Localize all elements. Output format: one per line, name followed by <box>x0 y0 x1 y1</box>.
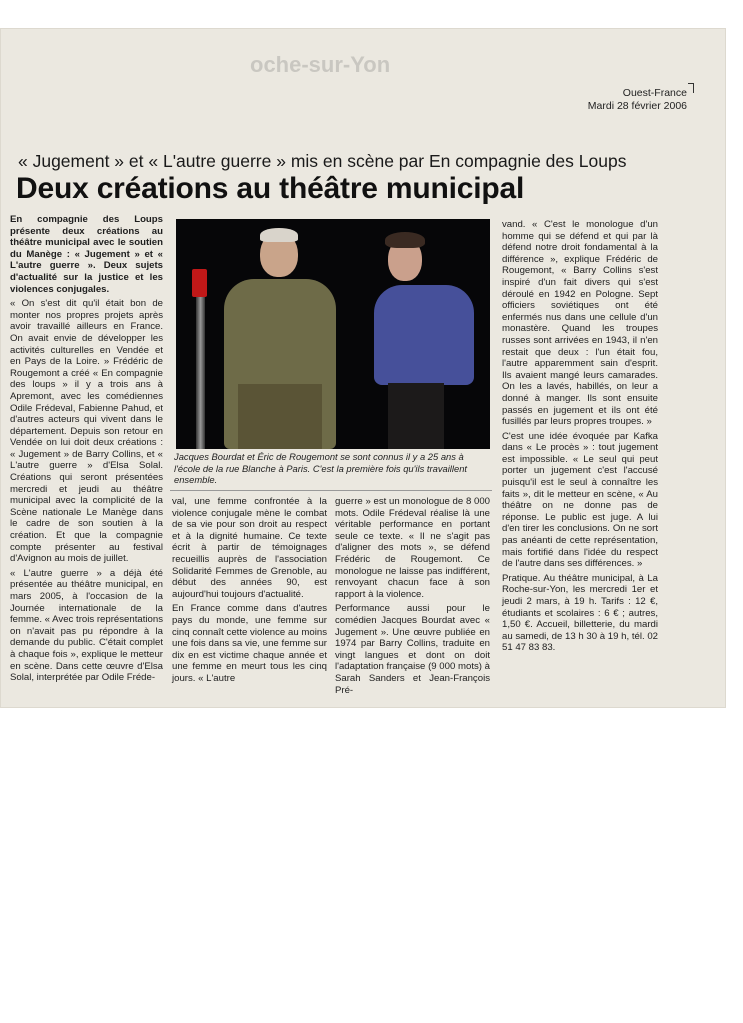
lead-text: En compagnie des Loups présente deux créations au théâtre municipal avec le soutien du Manège : « Jugement » et « L'autre guerre ». Deux sujets d'actualité sur la justice et les violences conjugales. <box>10 214 163 295</box>
paragraph: « L'autre guerre » a déjà été présentée au théâtre municipal, en mars 2005, à l'occasion de la Journée internationale de la femme. « Avec trois représentations on n'avait pas pu répondre à la demande du public. C'était complet à chaque fois », explique le metteur en scène. Dans cette œuvre d'Elsa Solal, interprétée par Odile Fréde- <box>10 567 163 684</box>
actor-right-hair <box>385 232 425 248</box>
newspaper-date: Mardi 28 février 2006 <box>587 100 687 112</box>
corner-mark <box>688 83 694 93</box>
stage-pole <box>196 279 205 449</box>
actor-left-hair <box>260 228 298 242</box>
paragraph: val, une femme confrontée à la violence conjugale mène le combat de sa vie pour son droit au respect et à la dignité humaine. Ce texte écrit à partir de témoignages recueillis auprès de l'association Solidarité Femmes de Grenoble, au début des années 90, est aujourd'hui toujours d'actualité. <box>172 496 327 600</box>
bleed-through-text <box>250 52 500 118</box>
photo-caption: Jacques Bourdat et Éric de Rougemont se sont connus il y a 25 ans à l'école de la rue Blanche à Paris. C'est la première fois qu'ils travaillent ensemble. <box>174 451 468 485</box>
actor-right-sweater <box>374 285 474 385</box>
article-column-2 <box>172 496 327 686</box>
paragraph: guerre » est un monologue de 8 000 mots. Odile Frédeval réalise là une véritable performance en portant seule ce texte. « Il ne s'agit pas d'aligner des mots », se défend Frédéric de Rougemont. Ce monologue ne laisse pas indifférent, renvoyant chacun face à son rapport à la violence. <box>335 496 490 600</box>
actor-left-trousers <box>238 384 322 449</box>
paragraph: C'est une idée évoquée par Kafka dans « Le procès » : tout jugement est impossible. « Le seul qui peut porter un jugement c'est l'accusé puisqu'il est le seul à connaître les faits », dit le metteur en scène, « Au théâtre on ne donne pas de réponse. Le public est juge. A lui d'en tirer les conclusions. On ne sort pas anéanti de cette représentation, mais fortifié dans l'idée du respect de l'autre dans ses différences. » <box>502 430 658 570</box>
paragraph: Performance aussi pour le comédien Jacques Bourdat avec « Jugement ». Une œuvre publiée en 1974 par Barry Collins, traduite en vingt langues et dont on doit l'adaptation française (9 000 mots) à Sarah Sanders et Jean-François Pré- <box>335 603 490 696</box>
actor-right-leather-trousers <box>388 383 444 449</box>
newspaper-masthead <box>588 87 687 113</box>
newspaper-name: Ouest-France <box>622 87 687 99</box>
lead-paragraph <box>10 214 163 295</box>
paragraph: vand. « C'est le monologue d'un homme qui se défend et qui par là défend notre droit fondamental à la différence », explique Frédéric de Rougemont, « Barry Collins s'est inspiré d'un fait divers qui s'est déroulé en 1942 en Pologne. Sept officiers soviétiques ont été enfermés nus dans une cellule d'un monastère. Quand les troupes russes sont arrivées en 1943, il n'en restait que deux : l'un était fou, l'autre apparemment sain d'esprit. Ils avaient mangé leurs camarades. On les a lavés, habillés, on leur a donné à manger. Ils sont ensuite passés en jugement et ils ont été fusillés par leurs propres troupes. » <box>502 219 658 428</box>
stage-pole-cap <box>192 269 207 297</box>
article-headline: Deux créations au théâtre municipal <box>16 172 525 205</box>
article-column-1 <box>10 214 163 684</box>
practical-info: Pratique. Au théâtre municipal, à La Roche-sur-Yon, les mercredi 1er et jeudi 2 mars, à 19 h. Tarifs : 12 €, étudiants et scolaires : 6 € ; autres, 1,50 €. Accueil, billetterie, du mardi au samedi, de 13 h 30 à 19 h, tél. 02 51 47 83 83. <box>502 572 658 654</box>
article-column-3 <box>335 496 490 706</box>
article-column-4 <box>502 219 658 704</box>
paragraph: « On s'est dit qu'il était bon de monter nos propres projets après avoir travaillé ailleurs en France. On avait envie de développer les activités culturelles en Vendée et en Pays de la Loire. » Frédéric de Rougemont a créé « En compagnie des loups » il y a trois ans à Apremont, avec les comédiennes Odile Frédeval, Fabienne Pahud, et d'autres acteurs qui vivent dans le département. Depuis son retour en Vendée on lui doit deux créations : « Jugement » de Barry Collins, et « L'autre guerre » d'Elsa Solal. Créations qui seront présentées mercredi et jeudi au théâtre municipal avec la complicité de la Scène nationale Le Manège dans le cadre de son soutien à la création. Et que la compagnie compte présenter au festival d'Avignon au mois de juillet. <box>10 298 163 565</box>
article-photo <box>176 219 490 449</box>
bleed-through-headline: oche-sur-Yon <box>250 52 391 77</box>
article-kicker: « Jugement » et « L'autre guerre » mis en scène par En compagnie des Loups <box>18 151 627 171</box>
caption-divider <box>170 490 492 491</box>
paragraph: En France comme dans d'autres pays du monde, une femme sur cinq connaît cette violence au moins une fois dans sa vie, une femme sur dix en est victime chaque année et une femme en meurt tous les cinq jours. « L'autre <box>172 603 327 684</box>
